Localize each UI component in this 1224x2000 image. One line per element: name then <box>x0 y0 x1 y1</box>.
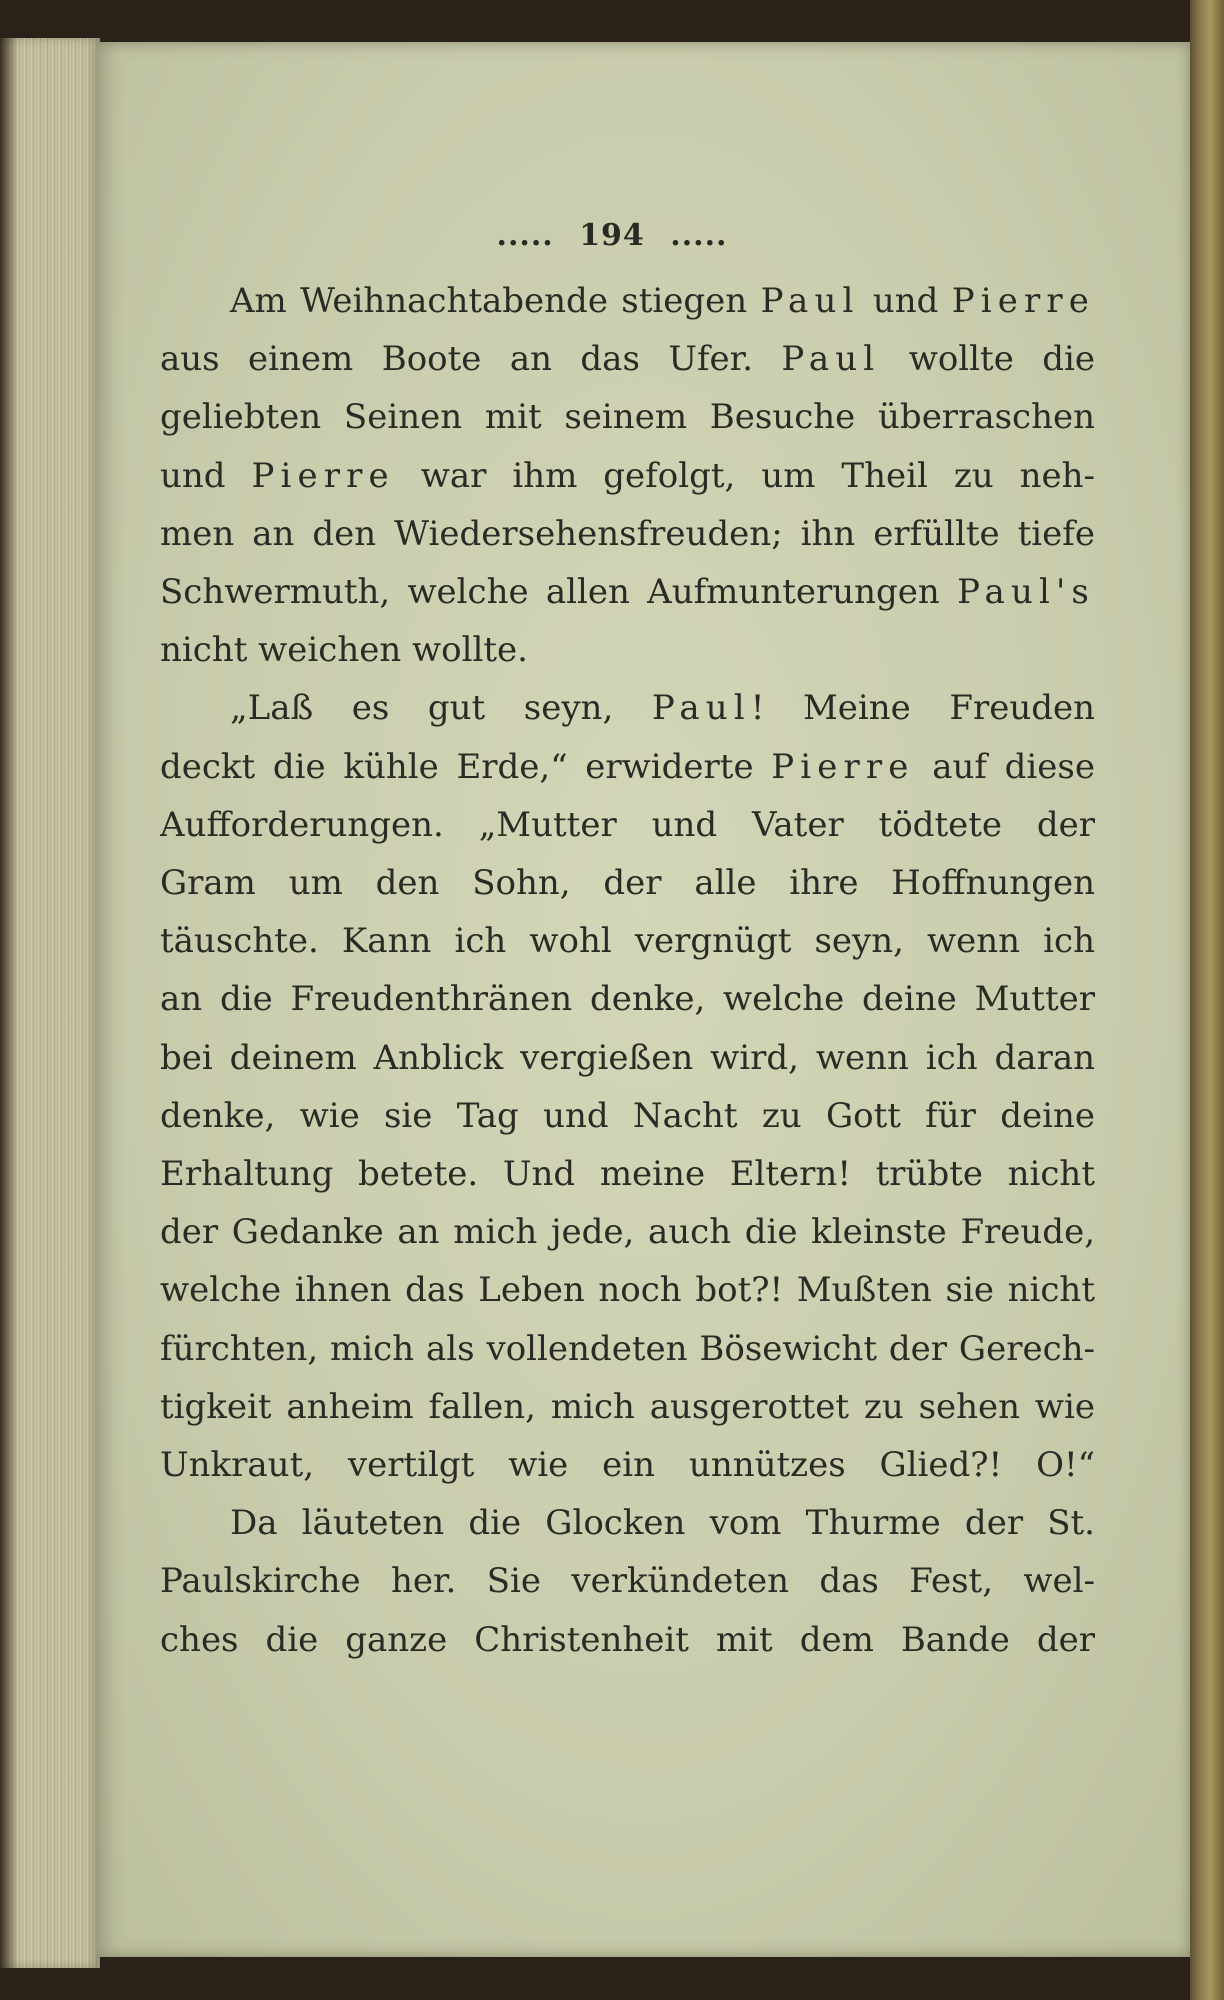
text-run: an die Freudenthränen denke, welche deine Mutter <box>160 979 1095 1020</box>
text-run: deckt die kühle Erde,“ erwiderte <box>160 746 772 787</box>
text-run: Erhaltung betete. Und meine Eltern! trübte nicht <box>160 1154 1095 1195</box>
text-line <box>160 1261 1095 1319</box>
text-line <box>160 1436 1095 1494</box>
text-run: Unkraut, vertilgt wie ein unnützes Glied?! O!“ <box>160 1445 1095 1486</box>
text-line <box>160 621 1095 679</box>
spaced-name: Paul <box>781 339 881 380</box>
text-run: Gram um den Sohn, der alle ihre Hoffnungen <box>160 863 1095 904</box>
text-run: Schwermuth, welche allen Aufmunterungen <box>160 572 958 613</box>
text-line <box>160 1203 1095 1261</box>
text-line <box>160 796 1095 854</box>
text-line <box>160 1087 1095 1145</box>
text-line <box>160 272 1095 330</box>
text-run: ches die ganze Christenheit mit dem Bande der <box>160 1619 1095 1660</box>
header-suffix: ..... <box>670 218 728 253</box>
text-run: Aufforderungen. „Mutter und Vater tödtete der <box>160 804 1095 845</box>
text-run: bei deinem Anblick vergießen wird, wenn ich daran <box>160 1037 1095 1078</box>
text-run: nicht weichen wollte. <box>160 630 528 671</box>
text-run: der Gedanke an mich jede, auch die kleinste Freude, <box>160 1212 1095 1253</box>
text-line <box>160 1494 1095 1552</box>
text-line <box>160 679 1095 737</box>
spaced-name: Paul <box>651 688 751 729</box>
text-run: denke, wie sie Tag und Nacht zu Gott für deine <box>160 1095 1095 1136</box>
text-line <box>160 447 1095 505</box>
right-page-edge <box>1190 0 1224 2000</box>
text-line <box>160 1145 1095 1203</box>
text-run: ! Meine Freuden <box>750 688 1095 729</box>
text-line <box>160 330 1095 388</box>
page-number: 194 <box>579 218 645 253</box>
text-run: wollte die <box>880 339 1095 380</box>
page-edges <box>0 38 100 1968</box>
text-run: „Laß es gut seyn, <box>230 688 652 729</box>
text-line <box>160 1320 1095 1378</box>
text-line <box>160 563 1095 621</box>
text-run: welche ihnen das Leben noch bot?! Mußten sie nicht <box>160 1270 1095 1311</box>
spaced-name: Pierre <box>951 281 1095 321</box>
text-line <box>160 970 1095 1028</box>
text-run: fürchten, mich als vollendeten Bösewicht der Gerech- <box>160 1328 1095 1369</box>
text-run: täuschte. Kann ich wohl vergnügt seyn, wenn ich <box>160 921 1095 962</box>
spaced-name: Paul's <box>957 572 1095 613</box>
spaced-name: Paul <box>760 281 860 321</box>
text-run: Am Weihnachtabende stiegen <box>230 281 761 321</box>
text-line <box>160 505 1095 563</box>
text-run: geliebten Seinen mit seinem Besuche überraschen <box>160 397 1095 438</box>
body-text <box>160 272 1095 1669</box>
page-header <box>0 218 1224 253</box>
header-prefix: ..... <box>496 218 554 253</box>
spaced-name: Pierre <box>771 746 915 787</box>
text-line <box>160 1552 1095 1610</box>
text-line <box>160 912 1095 970</box>
text-run: tigkeit anheim fallen, mich ausgerottet zu sehen wie <box>160 1386 1095 1427</box>
text-run: Da läuteten die Glocken vom Thurme der St. <box>230 1503 1095 1544</box>
text-run: war ihm gefolgt, um Theil zu neh- <box>394 455 1095 496</box>
text-run: auf diese <box>914 746 1095 787</box>
text-run: und <box>859 281 952 321</box>
text-line <box>160 1378 1095 1436</box>
text-line <box>160 1611 1095 1669</box>
text-run: aus einem Boote an das Ufer. <box>160 339 782 380</box>
text-line <box>160 388 1095 446</box>
spaced-name: Pierre <box>251 455 395 496</box>
text-run: Paulskirche her. Sie verkündeten das Fest, wel- <box>160 1561 1095 1602</box>
text-line <box>160 738 1095 796</box>
text-run: und <box>160 455 252 496</box>
text-line <box>160 1029 1095 1087</box>
text-run: men an den Wiedersehensfreuden; ihn erfüllte tiefe <box>160 513 1095 554</box>
text-line <box>160 854 1095 912</box>
